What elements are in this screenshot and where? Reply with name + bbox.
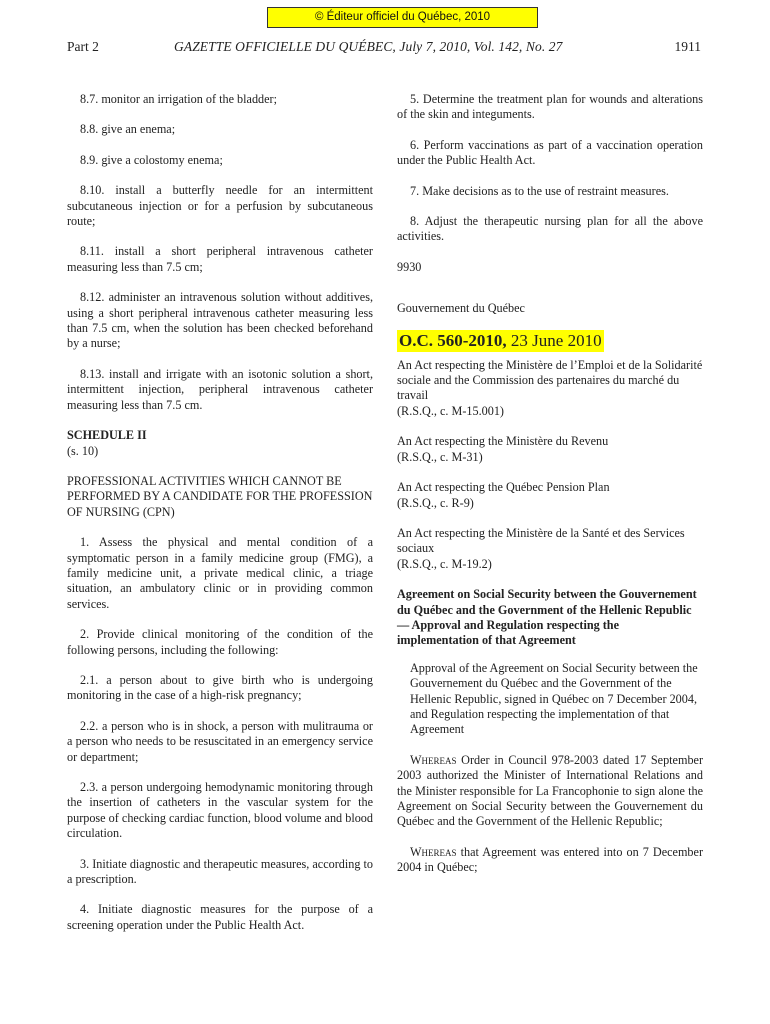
activity-2-2: 2.2. a person who is in shock, a person with mulitrauma or a person who needs to be resuscitated in an emergency service or department;	[67, 718, 373, 764]
act-name: An Act respecting the Ministère de l’Emploi et de la Solidarité sociale and the Commission des partenaires du marché du travail	[397, 357, 703, 403]
whereas-clause-2	[397, 845, 703, 876]
item-8-12: 8.12. administer an intravenous solution without additives, using a short peripheral intravenous catheter measuring less than 7.5 cm, when the solution has been checked beforehand by a nurse;	[67, 290, 373, 351]
schedule-reference: (s. 10)	[67, 443, 99, 458]
activity-2: 2. Provide clinical monitoring of the condition of the following persons, including the following:	[67, 627, 373, 657]
part-label: Part 2	[67, 39, 99, 54]
schedule-title: SCHEDULE II	[67, 428, 147, 443]
act-reference: (R.S.Q., c. R-9)	[397, 495, 474, 510]
running-header	[67, 38, 701, 56]
whereas-text: that Agreement was entered into on 7 December 2004 in Québec;	[397, 844, 703, 875]
item-8-13: 8.13. install and irrigate with an isotonic solution a short, intermittent injection, peripheral intravenous catheter measuring less than 7.5 cm.	[67, 366, 373, 412]
oc-date: 23 June 2010	[510, 330, 602, 350]
act-name: An Act respecting the Ministère du Revenu	[397, 434, 609, 449]
activity-6: 6. Perform vaccinations as part of a vaccination operation under the Public Health Act.	[397, 137, 703, 168]
act-entry	[397, 358, 703, 420]
item-8-9: 8.9. give a colostomy enema;	[80, 152, 223, 167]
act-entry	[397, 480, 703, 511]
item-8-10: 8.10. install a butterfly needle for an intermittent subcutaneous injection or for a perfusion by subcutaneous route;	[67, 183, 373, 229]
whereas-keyword: Whereas	[410, 844, 457, 859]
act-reference: (R.S.Q., c. M-19.2)	[397, 556, 492, 571]
whereas-clause-1	[397, 753, 703, 830]
act-name: An Act respecting the Québec Pension Plan	[397, 480, 610, 495]
government-name: Gouvernement du Québec	[397, 301, 525, 316]
item-8-11: 8.11. install a short peripheral intravenous catheter measuring less than 7.5 cm;	[67, 244, 373, 274]
act-entry	[397, 434, 703, 465]
right-column	[397, 92, 703, 891]
order-in-council-heading	[397, 330, 604, 352]
activity-4: 4. Initiate diagnostic measures for the purpose of a screening operation under the Public Health Act.	[67, 902, 373, 932]
activity-3: 3. Initiate diagnostic and therapeutic measures, according to a prescription.	[67, 856, 373, 887]
whereas-keyword: Whereas	[410, 752, 457, 767]
copyright-banner: © Éditeur officiel du Québec, 2010	[267, 7, 538, 28]
activity-1: 1. Assess the physical and mental condition of a symptomatic person in a family medicine group (FMG), a family medicine unit, a private medical clinic, a triage situation, an ambulatory clinic or in providing common services.	[67, 535, 373, 611]
schedule-heading: PROFESSIONAL ACTIVITIES WHICH CANNOT BE PERFORMED BY A CANDIDATE FOR THE PROFESSION OF NURSING (CPN)	[67, 473, 373, 519]
page-number: 1911	[674, 39, 701, 54]
act-reference: (R.S.Q., c. M-15.001)	[397, 403, 504, 418]
document-number: 9930	[397, 259, 422, 274]
act-name: An Act respecting the Ministère de la Santé et des Services sociaux	[397, 525, 685, 556]
item-8-7: 8.7. monitor an irrigation of the bladder;	[80, 92, 277, 106]
activity-5: 5. Determine the treatment plan for wounds and alterations of the skin and integuments.	[397, 92, 703, 122]
agreement-title: Agreement on Social Security between the Gouvernement du Québec and the Government of the Hellenic Republic — Approval and Regulation respecting the implementation of that Agreement	[397, 587, 697, 648]
activity-2-1: 2.1. a person about to give birth who is undergoing monitoring in the case of a high-risk pregnancy;	[67, 672, 373, 703]
oc-number: O.C. 560-2010,	[399, 330, 507, 350]
approval-summary: Approval of the Agreement on Social Security between the Gouvernement du Québec and the Government of the Hellenic Republic, signed in Québec on 7 December 2004, and Regulation respecting the implementation of that Agreement	[410, 660, 698, 737]
activity-7: 7. Make decisions as to the use of restraint measures.	[410, 183, 669, 198]
left-column	[67, 92, 373, 948]
whereas-text: Order in Council 978-2003 dated 17 September 2003 authorized the Minister of International Relations and the Minister responsible for La Francophonie to sign alone the Agreement on Social Security between the Gouvernement du Québec and the Government of the Hellenic Republic;	[397, 752, 704, 829]
item-8-8: 8.8. give an enema;	[80, 122, 176, 137]
act-entry	[397, 526, 703, 572]
gazette-title: GAZETTE OFFICIELLE DU QUÉBEC, July 7, 2010, Vol. 142, No. 27	[174, 39, 563, 54]
act-reference: (R.S.Q., c. M-31)	[397, 449, 483, 464]
activity-8: 8. Adjust the therapeutic nursing plan for all the above activities.	[397, 214, 703, 244]
activity-2-3: 2.3. a person undergoing hemodynamic monitoring through the insertion of catheters in the vascular system for the purpose of checking cardiac function, blood volume and blood circulation.	[67, 780, 373, 841]
